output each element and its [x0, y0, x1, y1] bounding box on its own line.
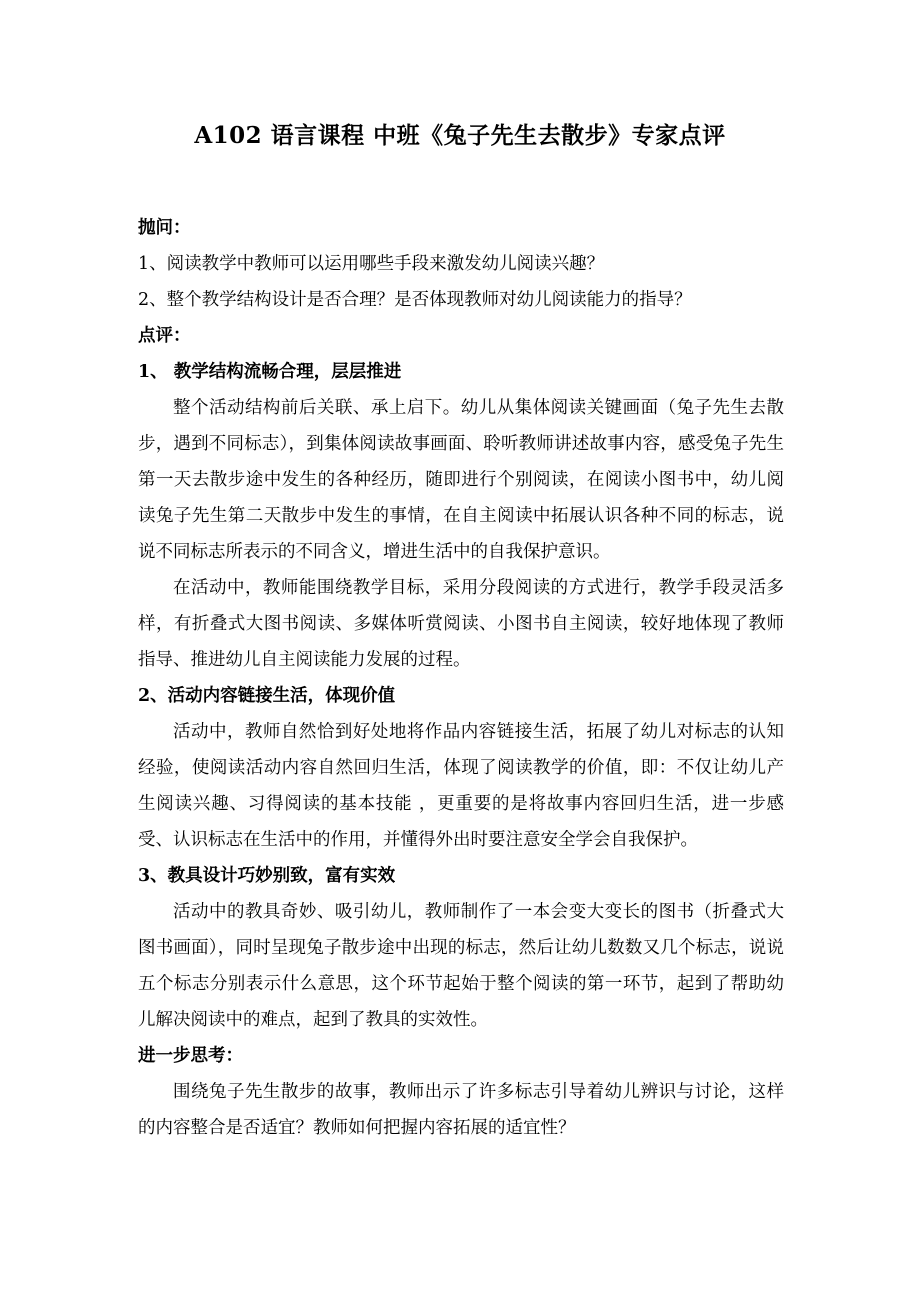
question-item: 2、整个教学结构设计是否合理？是否体现教师对幼儿阅读能力的指导？ — [138, 290, 692, 310]
section-paragraph: 活动中的教具奇妙、吸引幼儿，教师制作了一本会变大变长的图书（折叠式大图书画面），同时呈现兔子散步途中出现的标志，然后让幼儿数数又几个标志，说说五个标志分别表示什么意思，这个环节起始于整个阅读的第一环节，起到了帮助幼儿解决阅读中的难点，起到了教具的实效性。 — [138, 902, 784, 1030]
further-thinking-paragraph: 围绕兔子先生散步的故事，教师出示了许多标志引导着幼儿辨识与讨论，这样的内容整合是否适宜？教师如何把握内容拓展的适宜性？ — [138, 1082, 784, 1138]
questions-label: 抛问： — [138, 218, 191, 238]
section-paragraph: 活动中，教师自然恰到好处地将作品内容链接生活，拓展了幼儿对标志的认知经验，使阅读活动内容自然回归生活，体现了阅读教学的价值，即：不仅让幼儿产生阅读兴趣、习得阅读的基本技能 ，更重要的是将故事内容回归生活，进一步感受、认识标志在生活中的作用，并懂得外出时要注意安全学会自我保护。 — [138, 722, 784, 850]
section-heading: 1、 教学结构流畅合理，层层推进 — [138, 362, 402, 382]
section-heading: 3、教具设计巧妙别致，富有实效 — [138, 866, 396, 886]
section-paragraph: 整个活动结构前后关联、承上启下。幼儿从集体阅读关键画面（兔子先生去散步，遇到不同标志），到集体阅读故事画面、聆听教师讲述故事内容，感受兔子先生第一天去散步途中发生的各种经历，随即进行个别阅读，在阅读小图书中，幼儿阅读兔子先生第二天散步中发生的事情，在自主阅读中拓展认识各种不同的标志，说说不同标志所表示的不同含义，增进生活中的自我保护意识。 — [138, 398, 784, 562]
further-thinking-label: 进一步思考： — [138, 1046, 243, 1066]
section-heading: 2、活动内容链接生活，体现价值 — [138, 686, 396, 706]
question-item: 1、阅读教学中教师可以运用哪些手段来激发幼儿阅读兴趣？ — [138, 254, 605, 274]
review-label: 点评： — [138, 326, 191, 346]
document-body — [138, 210, 784, 1146]
section-paragraph: 在活动中，教师能围绕教学目标，采用分段阅读的方式进行，教学手段灵活多样，有折叠式大图书阅读、多媒体听赏阅读、小图书自主阅读，较好地体现了教师指导、推进幼儿自主阅读能力发展的过程。 — [138, 578, 784, 670]
document-title: A102 语言课程 中班《兔子先生去散步》专家点评 — [194, 122, 726, 149]
